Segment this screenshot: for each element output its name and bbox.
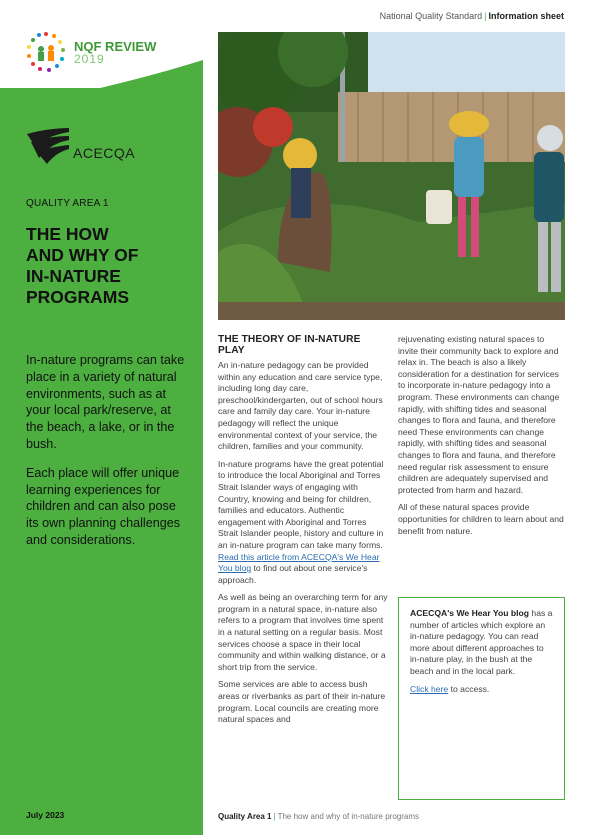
hero-photo bbox=[218, 32, 565, 320]
blog-callout-box bbox=[398, 597, 565, 800]
second-column bbox=[398, 334, 566, 543]
callout-text bbox=[410, 608, 553, 678]
callout-link-line bbox=[410, 684, 553, 696]
footer-title: The how and why of in-nature programs bbox=[277, 812, 419, 821]
acecqa-wordmark: ACECQA bbox=[73, 145, 136, 161]
body-paragraph bbox=[218, 459, 388, 587]
page-footer bbox=[218, 812, 419, 821]
header-standard: National Quality Standard bbox=[379, 11, 483, 21]
paragraph-text: In-nature programs have the great potential to introduce the local Aboriginal and Torres Strait Islander ways of engaging with Country, knowing and being for children, families and educators. Authentic engagement with Aboriginal and Torres Strait Islander people, history and culture in an in-nature program can take many forms. bbox=[218, 458, 384, 550]
intro-text bbox=[26, 352, 191, 561]
page-header bbox=[380, 11, 564, 21]
acecqa-logo bbox=[27, 128, 135, 164]
title-line: IN-NATURE bbox=[26, 266, 121, 286]
body-paragraph: As well as being an overarching term for any program in a natural space, in-nature also refers to a program that involves time spent in a natural setting on a regular basis. Most services choose a space in their local community and within walking distance, or a short trip from the service. bbox=[218, 592, 388, 672]
title-line: PROGRAMS bbox=[26, 287, 130, 307]
children-garden-illustration bbox=[218, 32, 565, 320]
callout-rest: has a number of articles which explore an in-nature pedagogy. You can read more about different approaches to in-nature play, in the bush at the beach and in the local park. bbox=[410, 608, 553, 676]
paragraph-text: to find out about one service's approach. bbox=[218, 563, 368, 585]
theory-column bbox=[218, 334, 388, 732]
header-separator: | bbox=[484, 11, 487, 21]
nqf-year: 2019 bbox=[74, 51, 105, 66]
intro-paragraph: In-nature programs can take place in a variety of natural environments, such as at your local park/reserve, at the beach, a lake, or in the bush. bbox=[26, 353, 185, 451]
nqf-review-logo bbox=[24, 30, 156, 74]
title-line: THE HOW bbox=[26, 224, 109, 244]
callout-after: to access. bbox=[448, 683, 490, 694]
footer-area: Quality Area 1 bbox=[218, 812, 272, 821]
intro-paragraph: Each place will offer unique learning experiences for children and can also pose its own planning challenges and considerations. bbox=[26, 465, 181, 547]
publication-date: July 2023 bbox=[26, 810, 65, 820]
acecqa-mark-icon bbox=[27, 128, 69, 164]
footer-separator: | bbox=[273, 812, 276, 821]
section-heading: THE THEORY OF IN-NATURE PLAY bbox=[218, 334, 361, 356]
header-doc-type: Information sheet bbox=[488, 11, 564, 21]
body-paragraph: An in-nature pedagogy can be provided within any education and care service type, including long day care, preschool/kindergarten, out of school hours care and family day care. Your in-nature pedagogy will reflect the unique environmental context of your service, the children, families and your community. bbox=[218, 360, 383, 452]
body-paragraph: rejuvenating existing natural spaces to invite their community back to explore and relax in. The beach is also a likely consideration for a destination for services to incorporate in-nature pedagogy into a program. These environments can change rapidly, with shifting tides and seasonal changes to flora and fauna, and therefore need These environments can change rapidly, with shifting tides and seasonal changes to flora and fauna, and therefore need regular risk assessment to ensure children are adequately supervised and protected from harm and hazard. bbox=[398, 334, 560, 495]
nqf-title: NQF REVIEW bbox=[74, 38, 157, 54]
callout-bold: ACECQA's We Hear You blog bbox=[410, 608, 530, 618]
click-here-link[interactable]: Click here bbox=[410, 683, 449, 694]
body-paragraph: Some services are able to access bush areas or riverbanks as part of their in-nature program. Local councils are creating more natural spaces and bbox=[218, 679, 386, 725]
page-title bbox=[26, 224, 196, 308]
body-paragraph: All of these natural spaces provide opportunities for children to learn about and benefit from nature. bbox=[398, 502, 564, 536]
left-panel bbox=[0, 0, 203, 835]
blog-article-link[interactable]: Read this article from ACECQA's We Hear You blog bbox=[218, 551, 380, 574]
quality-area-label: QUALITY AREA 1 bbox=[26, 198, 109, 209]
nqf-figures-icon bbox=[24, 30, 68, 74]
title-line: AND WHY OF bbox=[26, 245, 139, 265]
